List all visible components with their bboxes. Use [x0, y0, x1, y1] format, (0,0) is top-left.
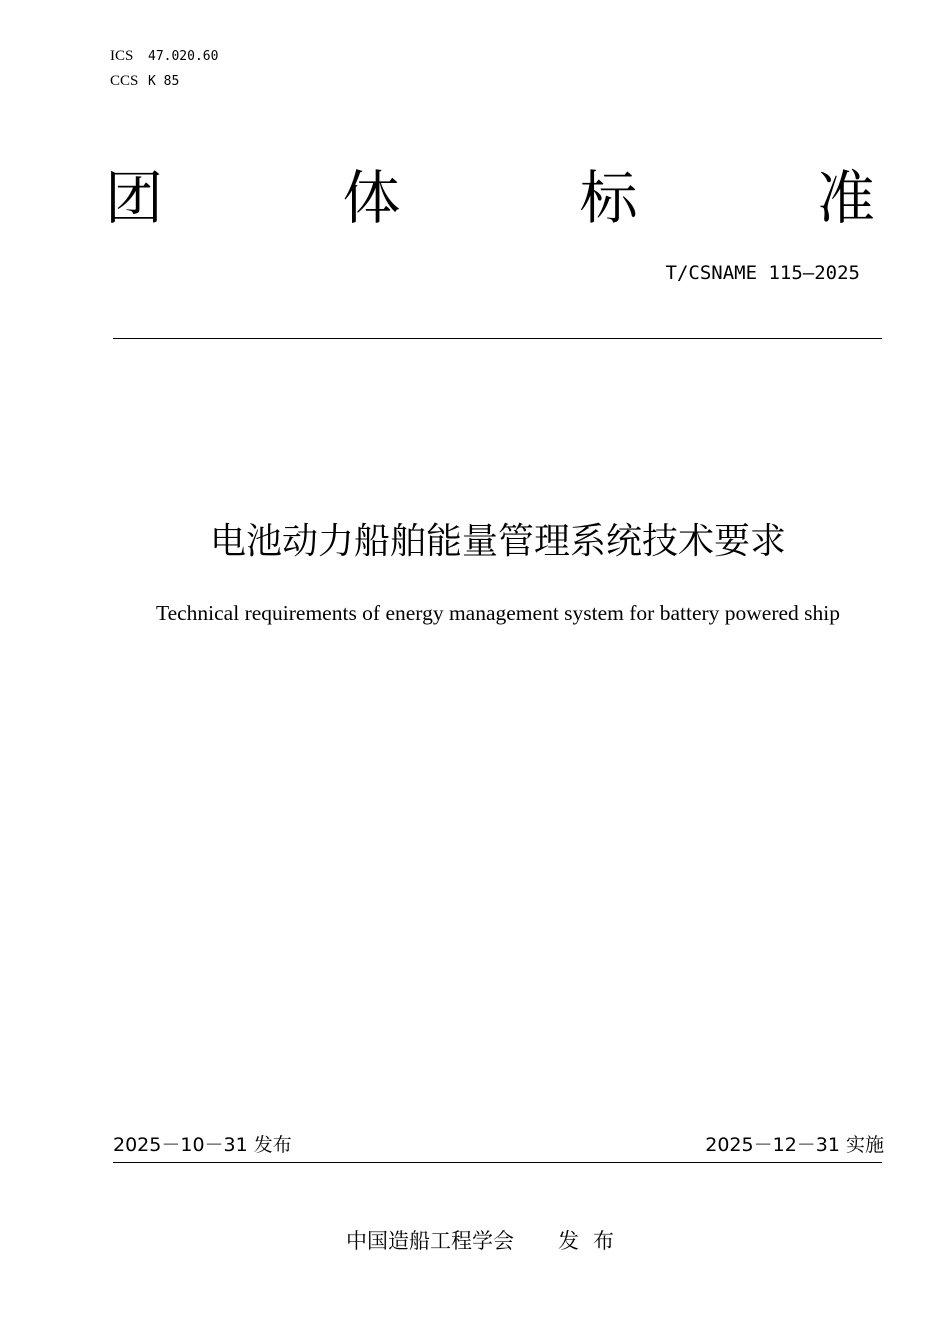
- standard-type-char: 标: [579, 164, 638, 232]
- ics-code: [110, 44, 218, 69]
- release-date: 2025－10－31 发布: [113, 1134, 292, 1156]
- standard-number: T/CSNAME 115—2025: [665, 262, 860, 284]
- bottom-divider: [113, 1162, 882, 1163]
- top-divider: [113, 338, 882, 339]
- ccs-label: CCS: [110, 73, 139, 89]
- standard-type-char: 准: [816, 164, 875, 232]
- ics-label: ICS: [110, 48, 134, 64]
- document-title-chinese: 电池动力船舶能量管理系统技术要求: [209, 521, 786, 562]
- standard-type-heading: [105, 158, 875, 238]
- ccs-code: [110, 69, 218, 94]
- publisher-action: 发布: [558, 1229, 628, 1253]
- standard-type-char: 团: [105, 164, 164, 232]
- ics-value: 47.020.60: [148, 49, 219, 64]
- publisher-name: 中国造船工程学会: [346, 1229, 514, 1253]
- ccs-value: K 85: [148, 74, 180, 89]
- implementation-date: 2025－12－31 实施: [705, 1134, 884, 1156]
- document-title-english: Technical requirements of energy management system for battery powered ship: [155, 601, 841, 625]
- standard-type-char: 体: [342, 164, 401, 232]
- classification-codes: [110, 44, 218, 94]
- publisher-line: [346, 1226, 628, 1256]
